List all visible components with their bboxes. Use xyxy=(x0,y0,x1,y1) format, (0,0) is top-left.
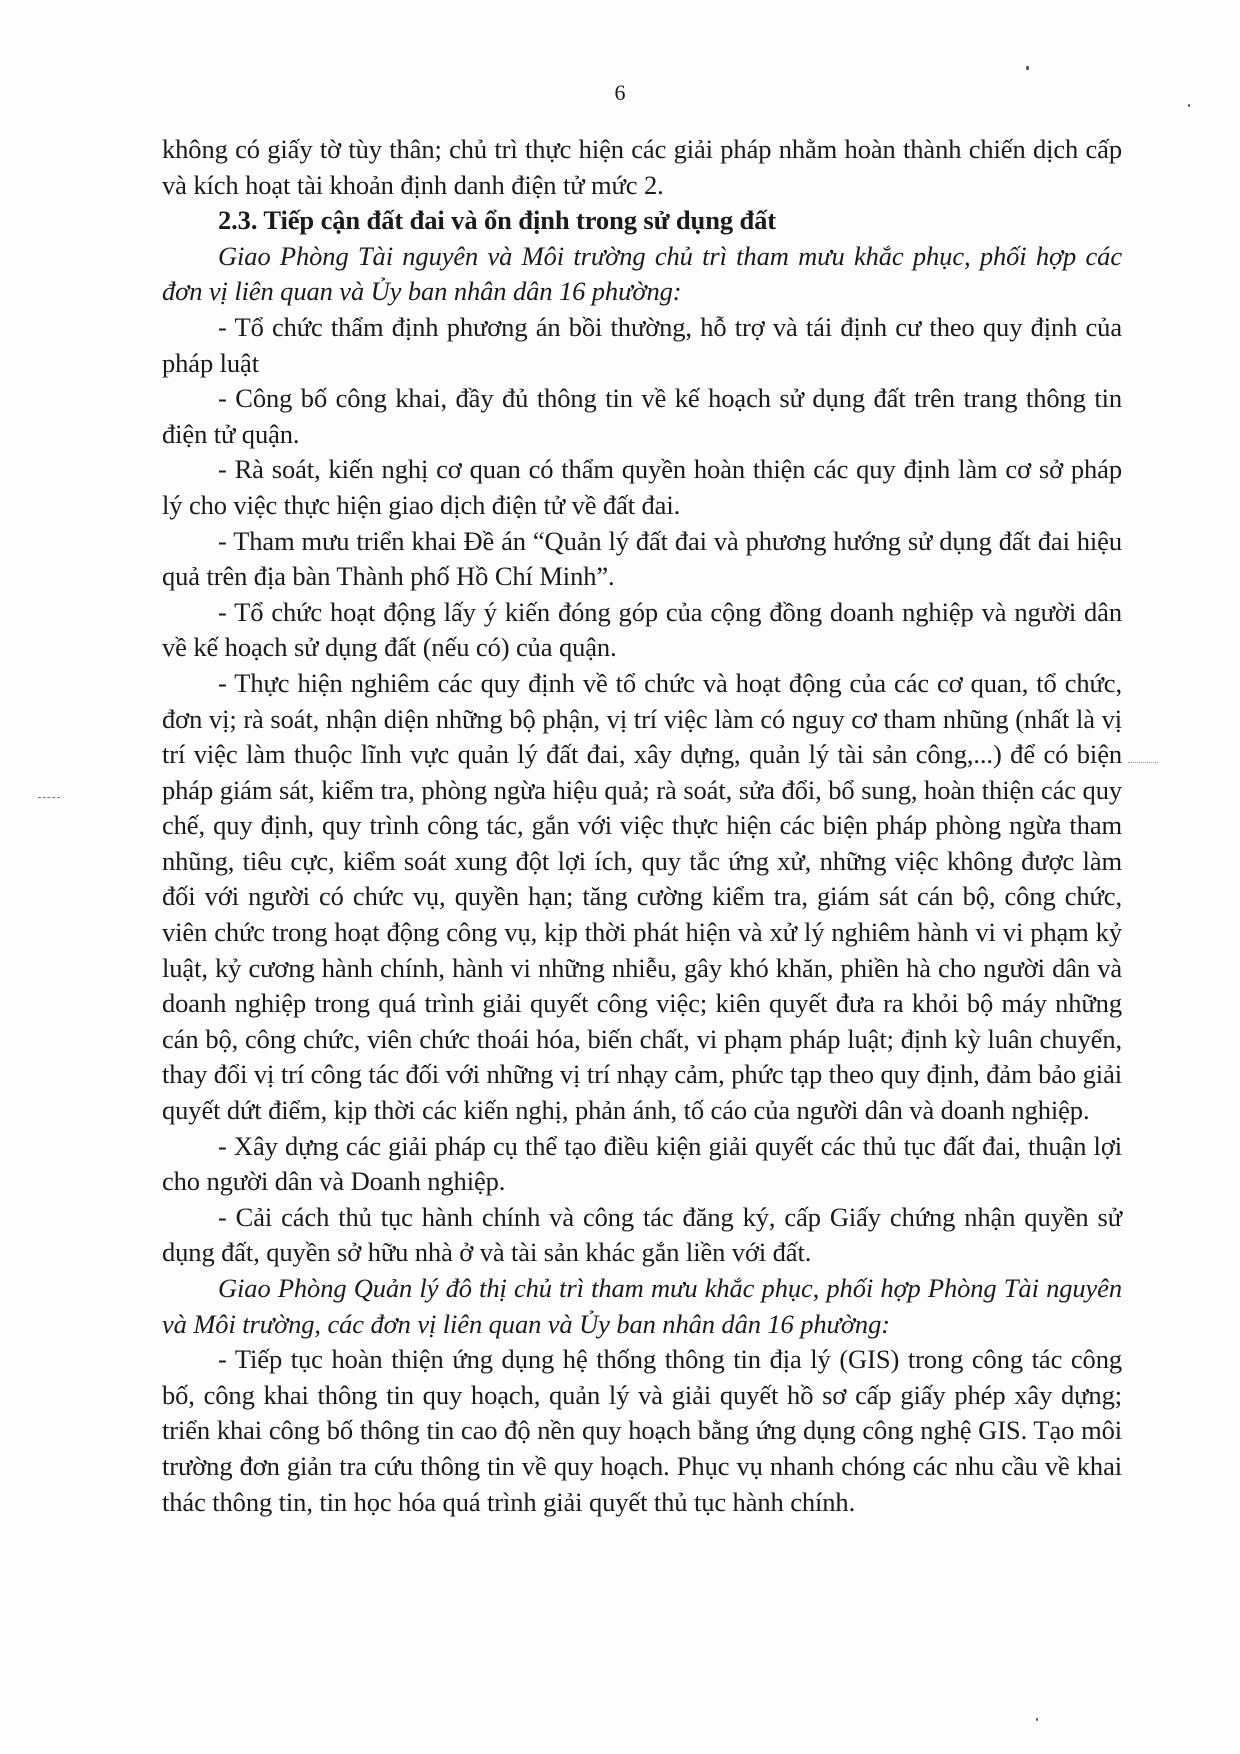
scan-speck xyxy=(1188,104,1190,107)
list-item: - Thực hiện nghiêm các quy định về tổ chức và hoạt động của các cơ quan, tổ chức, đơn vị; rà soát, nhận diện những bộ phận, vị trí việc làm có nguy cơ tham nhũng (nhất là vị trí việc làm thuộc lĩnh vực quản lý đất đai, xây dựng, quản lý tài sản công,...) để có biện pháp giám sát, kiểm tra, phòng ngừa hiệu quả; rà soát, sửa đổi, bổ sung, hoàn thiện các quy chế, quy định, quy trình công tác, gắn với việc thực hiện các biện pháp phòng ngừa tham nhũng, tiêu cực, kiểm soát xung đột lợi ích, quy tắc ứng xử, những việc không được làm đối với người có chức vụ, quyền hạn; tăng cường kiểm tra, giám sát cán bộ, công chức, viên chức trong hoạt động công vụ, kịp thời phát hiện và xử lý nghiêm hành vi vi phạm kỷ luật, kỷ cương hành chính, hành vi những nhiễu, gây khó khăn, phiền hà cho người dân và doanh nghiệp trong quá trình giải quyết công việc; kiên quyết đưa ra khỏi bộ máy những cán bộ, công chức, viên chức thoái hóa, biến chất, vi phạm pháp luật; định kỳ luân chuyển, thay đổi vị trí công tác đối với những vị trí nhạy cảm, phức tạp theo quy định, đảm bảo giải quyết dứt điểm, kịp thời các kiến nghị, phản ánh, tố cáo của người dân và doanh nghiệp. xyxy=(162,667,1122,1126)
scan-mark-left xyxy=(38,797,60,799)
scan-mark-right xyxy=(1128,762,1158,764)
paragraph-continuation: không có giấy tờ tùy thân; chủ trì thực hiện các giải pháp nhằm hoàn thành chiến dịch cấp và kích hoạt tài khoản định danh điện tử mức 2. xyxy=(162,134,1122,200)
scan-speck xyxy=(1036,1718,1038,1721)
document-body xyxy=(162,132,1122,1520)
list-item: - Tổ chức hoạt động lấy ý kiến đóng góp của cộng đồng doanh nghiệp và người dân về kế hoạch sử dụng đất (nếu có) của quận. xyxy=(162,596,1122,663)
page-number: 6 xyxy=(614,80,626,105)
list-item: - Xây dựng các giải pháp cụ thể tạo điều kiện giải quyết các thủ tục đất đai, thuận lợi cho người dân và Doanh nghiệp. xyxy=(162,1130,1122,1197)
list-item: - Công bố công khai, đầy đủ thông tin về kế hoạch sử dụng đất trên trang thông tin điện tử quận. xyxy=(162,383,1122,449)
section-heading-2-3: 2.3. Tiếp cận đất đai và ổn định trong sử dụng đất xyxy=(218,205,777,236)
list-item: - Tổ chức thẩm định phương án bồi thường, hỗ trợ và tái định cư theo quy định của pháp luật xyxy=(162,311,1122,378)
list-item: - Rà soát, kiến nghị cơ quan có thẩm quyền hoàn thiện các quy định làm cơ sở pháp lý cho việc thực hiện giao dịch điện tử về đất đai. xyxy=(162,454,1122,520)
scan-speck xyxy=(1026,66,1029,70)
list-item: - Tham mưu triển khai Đề án “Quản lý đất đai và phương hướng sử dụng đất đai hiệu quả trên địa bàn Thành phố Hồ Chí Minh”. xyxy=(162,525,1122,592)
assignment-paragraph-tnmt: Giao Phòng Tài nguyên và Môi trường chủ trì tham mưu khắc phục, phối hợp các đơn vị liên quan và Ủy ban nhân dân 16 phường: xyxy=(162,240,1122,307)
list-item: - Tiếp tục hoàn thiện ứng dụng hệ thống thông tin địa lý (GIS) trong công tác công bố, công khai thông tin quy hoạch, quản lý và giải quyết hồ sơ cấp giấy phép xây dựng; triển khai công bố thông tin cao độ nền quy hoạch bằng ứng dụng công nghệ GIS. Tạo môi trường đơn giản tra cứu thông tin về quy hoạch. Phục vụ nhanh chóng các nhu cầu về khai thác thông tin, tin học hóa quá trình giải quyết thủ tục hành chính. xyxy=(162,1344,1122,1517)
list-item: - Cải cách thủ tục hành chính và công tác đăng ký, cấp Giấy chứng nhận quyền sử dụng đất, quyền sở hữu nhà ở và tài sản khác gắn liền với đất. xyxy=(162,1201,1122,1268)
assignment-paragraph-qldt: Giao Phòng Quản lý đô thị chủ trì tham mưu khắc phục, phối hợp Phòng Tài nguyên và Môi trường, các đơn vị liên quan và Ủy ban nhân dân 16 phường: xyxy=(162,1273,1122,1339)
